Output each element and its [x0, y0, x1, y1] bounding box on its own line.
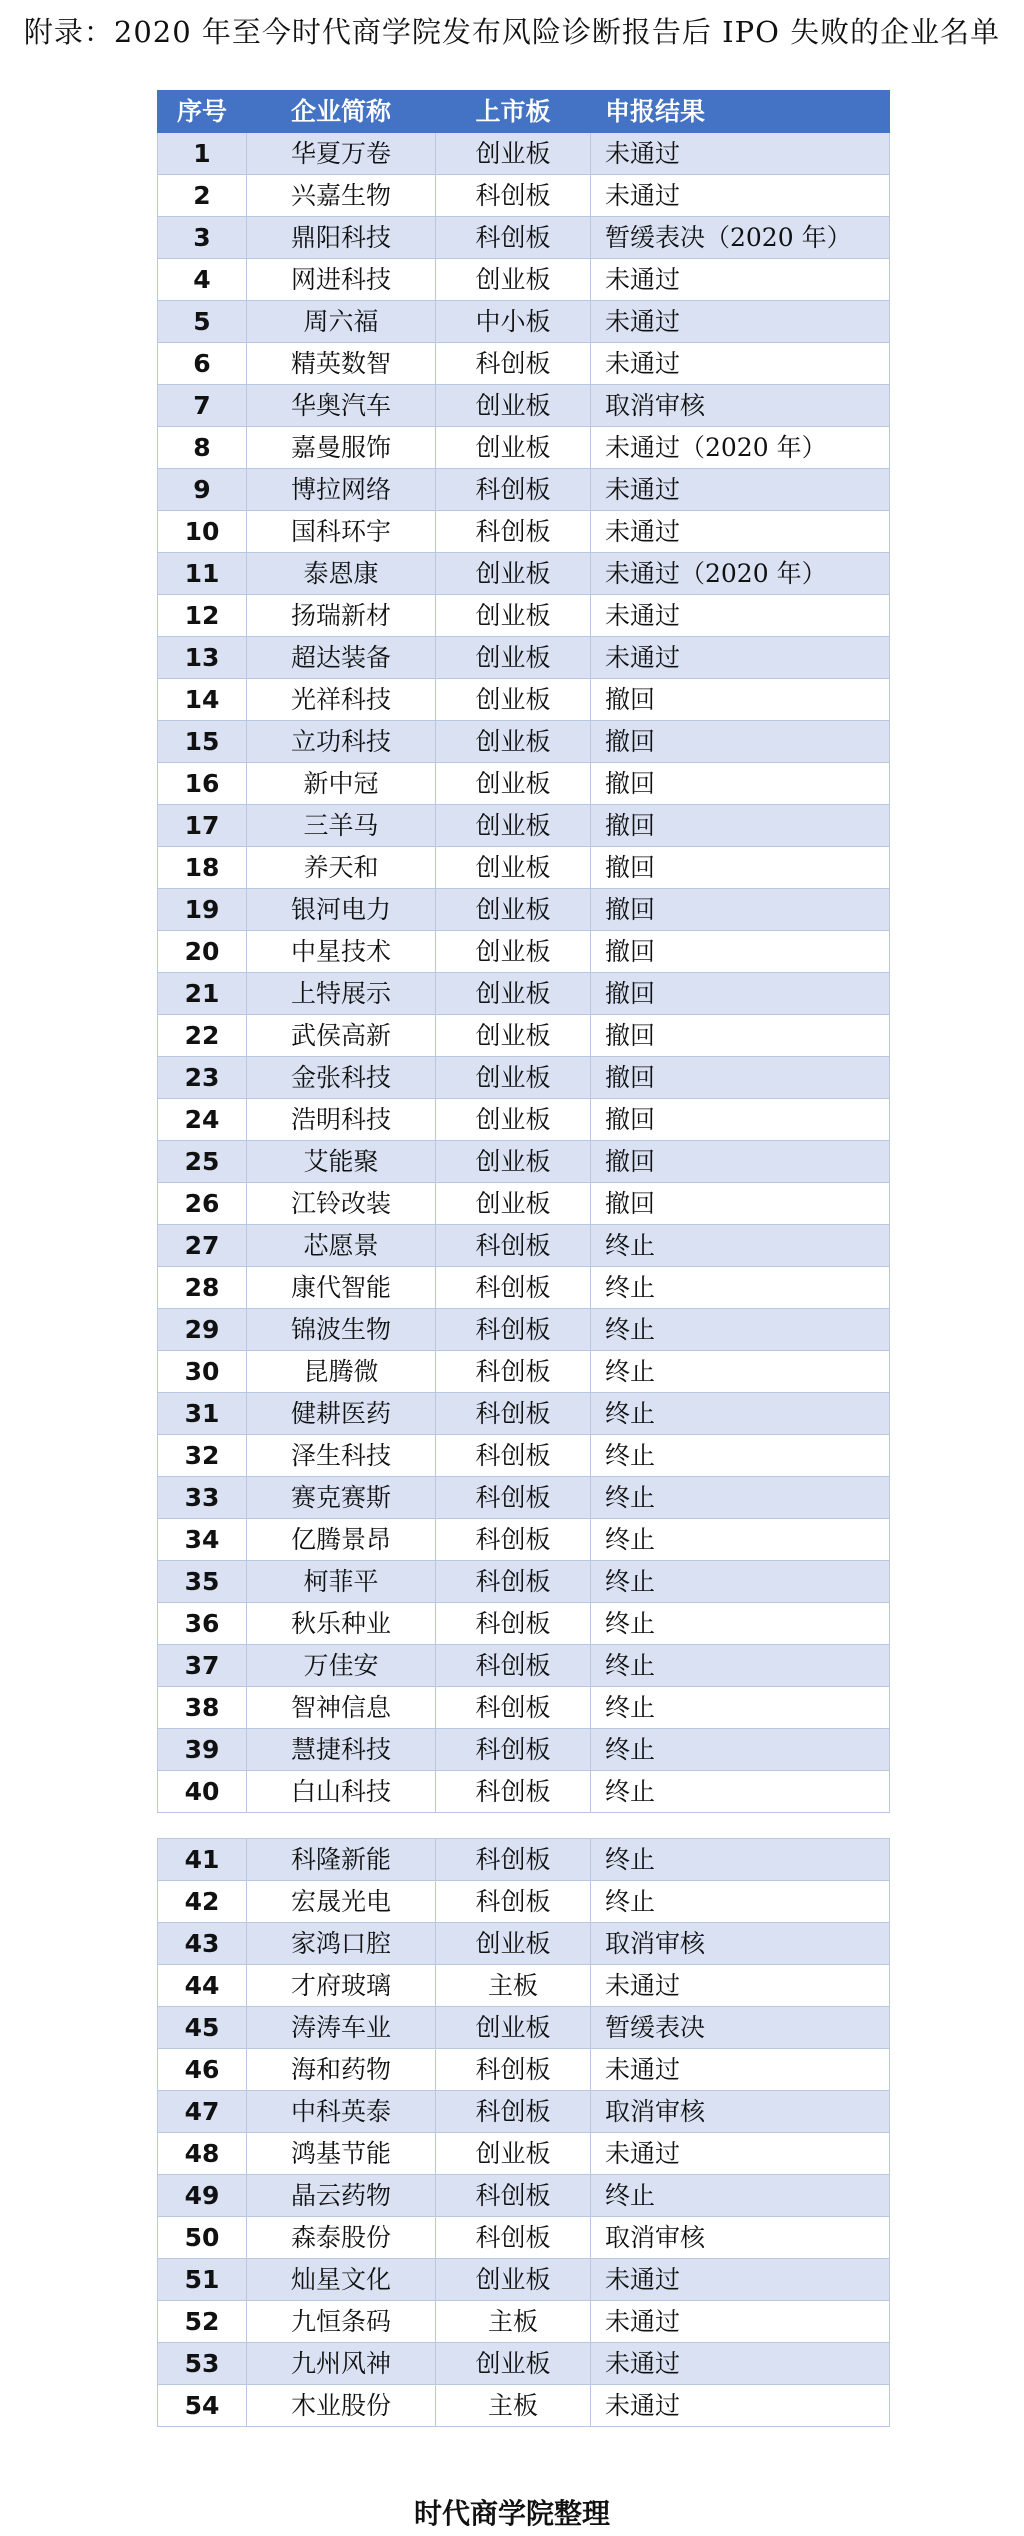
cell-company-name: 锦波生物 — [247, 1309, 436, 1351]
cell-company-name: 昆腾微 — [247, 1351, 436, 1393]
cell-result: 撤回 — [591, 931, 890, 973]
cell-board: 科创板 — [436, 1351, 591, 1393]
cell-result: 终止 — [591, 1687, 890, 1729]
table-row — [158, 427, 890, 469]
table-row — [158, 889, 890, 931]
table-row — [158, 1183, 890, 1225]
cell-board: 科创板 — [436, 1839, 591, 1881]
cell-board: 科创板 — [436, 175, 591, 217]
cell-result: 取消审核 — [591, 1923, 890, 1965]
cell-result: 未通过 — [591, 2133, 890, 2175]
header-board: 上市板 — [436, 91, 591, 133]
table-row — [158, 2301, 890, 2343]
cell-no: 3 — [158, 217, 247, 259]
cell-no: 30 — [158, 1351, 247, 1393]
cell-company-name: 精英数智 — [247, 343, 436, 385]
cell-board: 创业板 — [436, 1141, 591, 1183]
cell-board: 科创板 — [436, 1687, 591, 1729]
table-row — [158, 1923, 890, 1965]
cell-no: 31 — [158, 1393, 247, 1435]
cell-result: 终止 — [591, 1351, 890, 1393]
cell-no: 45 — [158, 2007, 247, 2049]
cell-company-name: 家鸿口腔 — [247, 1923, 436, 1965]
table-row — [158, 1645, 890, 1687]
cell-result: 未通过 — [591, 2343, 890, 2385]
cell-company-name: 涛涛车业 — [247, 2007, 436, 2049]
cell-result: 撤回 — [591, 1141, 890, 1183]
cell-no: 36 — [158, 1603, 247, 1645]
table-row — [158, 1267, 890, 1309]
cell-no: 53 — [158, 2343, 247, 2385]
cell-result: 撤回 — [591, 679, 890, 721]
cell-board: 科创板 — [436, 1729, 591, 1771]
table-row — [158, 973, 890, 1015]
cell-board: 科创板 — [436, 1477, 591, 1519]
ipo-failure-table-1 — [157, 90, 890, 1813]
cell-board: 科创板 — [436, 1309, 591, 1351]
table-row — [158, 1687, 890, 1729]
cell-board: 科创板 — [436, 1603, 591, 1645]
cell-no: 46 — [158, 2049, 247, 2091]
cell-result: 终止 — [591, 1393, 890, 1435]
cell-company-name: 国科环宇 — [247, 511, 436, 553]
header-no: 序号 — [158, 91, 247, 133]
table-row — [158, 805, 890, 847]
cell-board: 科创板 — [436, 2049, 591, 2091]
ipo-failure-table-2 — [157, 1838, 890, 2427]
table-row — [158, 721, 890, 763]
cell-company-name: 江铃改装 — [247, 1183, 436, 1225]
cell-result: 撤回 — [591, 805, 890, 847]
cell-result: 终止 — [591, 1603, 890, 1645]
cell-no: 7 — [158, 385, 247, 427]
cell-no: 19 — [158, 889, 247, 931]
cell-board: 科创板 — [436, 1225, 591, 1267]
cell-company-name: 嘉曼服饰 — [247, 427, 436, 469]
cell-result: 未通过 — [591, 469, 890, 511]
cell-company-name: 柯菲平 — [247, 1561, 436, 1603]
cell-company-name: 银河电力 — [247, 889, 436, 931]
cell-no: 11 — [158, 553, 247, 595]
cell-board: 创业板 — [436, 259, 591, 301]
cell-company-name: 周六福 — [247, 301, 436, 343]
cell-no: 49 — [158, 2175, 247, 2217]
cell-company-name: 森泰股份 — [247, 2217, 436, 2259]
cell-company-name: 超达装备 — [247, 637, 436, 679]
table-row — [158, 637, 890, 679]
cell-result: 未通过 — [591, 1965, 890, 2007]
cell-result: 终止 — [591, 1561, 890, 1603]
cell-company-name: 武侯高新 — [247, 1015, 436, 1057]
cell-board: 创业板 — [436, 595, 591, 637]
cell-board: 创业板 — [436, 1923, 591, 1965]
cell-no: 29 — [158, 1309, 247, 1351]
cell-no: 4 — [158, 259, 247, 301]
page-title: 附录：2020 年至今时代商学院发布风险诊断报告后 IPO 失败的企业名单 — [23, 15, 1001, 49]
cell-no: 28 — [158, 1267, 247, 1309]
cell-board: 创业板 — [436, 889, 591, 931]
cell-board: 创业板 — [436, 1015, 591, 1057]
cell-no: 39 — [158, 1729, 247, 1771]
table-row — [158, 2049, 890, 2091]
table-row — [158, 2217, 890, 2259]
cell-company-name: 网进科技 — [247, 259, 436, 301]
cell-company-name: 博拉网络 — [247, 469, 436, 511]
cell-company-name: 光祥科技 — [247, 679, 436, 721]
cell-board: 科创板 — [436, 1645, 591, 1687]
cell-result: 撤回 — [591, 847, 890, 889]
table-row — [158, 175, 890, 217]
table-row — [158, 2343, 890, 2385]
cell-no: 17 — [158, 805, 247, 847]
table-row — [158, 1309, 890, 1351]
table-row — [158, 1225, 890, 1267]
cell-company-name: 立功科技 — [247, 721, 436, 763]
cell-board: 创业板 — [436, 2259, 591, 2301]
cell-result: 未通过（2020 年） — [591, 553, 890, 595]
cell-board: 科创板 — [436, 511, 591, 553]
table-row — [158, 259, 890, 301]
cell-company-name: 宏晟光电 — [247, 1881, 436, 1923]
cell-company-name: 新中冠 — [247, 763, 436, 805]
cell-board: 中小板 — [436, 301, 591, 343]
cell-company-name: 智神信息 — [247, 1687, 436, 1729]
cell-no: 22 — [158, 1015, 247, 1057]
cell-board: 创业板 — [436, 805, 591, 847]
cell-result: 未通过 — [591, 133, 890, 175]
cell-result: 终止 — [591, 1645, 890, 1687]
table-row — [158, 847, 890, 889]
cell-no: 21 — [158, 973, 247, 1015]
table-row — [158, 679, 890, 721]
cell-board: 创业板 — [436, 1183, 591, 1225]
cell-company-name: 晶云药物 — [247, 2175, 436, 2217]
cell-company-name: 万佳安 — [247, 1645, 436, 1687]
table-row — [158, 301, 890, 343]
table-row — [158, 511, 890, 553]
cell-result: 未通过（2020 年） — [591, 427, 890, 469]
cell-company-name: 才府玻璃 — [247, 1965, 436, 2007]
table-row — [158, 2091, 890, 2133]
table-row — [158, 2133, 890, 2175]
cell-board: 创业板 — [436, 133, 591, 175]
cell-result: 未通过 — [591, 595, 890, 637]
cell-board: 创业板 — [436, 385, 591, 427]
table-row — [158, 763, 890, 805]
cell-no: 52 — [158, 2301, 247, 2343]
cell-board: 科创板 — [436, 1267, 591, 1309]
cell-company-name: 中星技术 — [247, 931, 436, 973]
cell-result: 未通过 — [591, 2259, 890, 2301]
cell-result: 取消审核 — [591, 385, 890, 427]
cell-result: 未通过 — [591, 637, 890, 679]
cell-board: 科创板 — [436, 1393, 591, 1435]
table-row — [158, 1057, 890, 1099]
cell-company-name: 赛克赛斯 — [247, 1477, 436, 1519]
cell-company-name: 艾能聚 — [247, 1141, 436, 1183]
cell-no: 42 — [158, 1881, 247, 1923]
cell-result: 未通过 — [591, 2385, 890, 2427]
cell-board: 创业板 — [436, 2133, 591, 2175]
cell-no: 32 — [158, 1435, 247, 1477]
cell-company-name: 上特展示 — [247, 973, 436, 1015]
table-row — [158, 2175, 890, 2217]
cell-result: 暂缓表决（2020 年） — [591, 217, 890, 259]
table-row — [158, 1771, 890, 1813]
cell-company-name: 秋乐种业 — [247, 1603, 436, 1645]
cell-board: 科创板 — [436, 2175, 591, 2217]
cell-board: 创业板 — [436, 2007, 591, 2049]
cell-company-name: 浩明科技 — [247, 1099, 436, 1141]
cell-no: 8 — [158, 427, 247, 469]
cell-company-name: 科隆新能 — [247, 1839, 436, 1881]
cell-company-name: 鸿基节能 — [247, 2133, 436, 2175]
cell-no: 41 — [158, 1839, 247, 1881]
table-row — [158, 1881, 890, 1923]
cell-board: 创业板 — [436, 553, 591, 595]
cell-board: 科创板 — [436, 1435, 591, 1477]
cell-company-name: 鼎阳科技 — [247, 217, 436, 259]
cell-board: 创业板 — [436, 2343, 591, 2385]
table-row — [158, 343, 890, 385]
cell-result: 未通过 — [591, 343, 890, 385]
cell-board: 创业板 — [436, 1099, 591, 1141]
cell-no: 2 — [158, 175, 247, 217]
cell-no: 12 — [158, 595, 247, 637]
table-row — [158, 1099, 890, 1141]
cell-result: 终止 — [591, 1839, 890, 1881]
cell-result: 终止 — [591, 1477, 890, 1519]
cell-company-name: 金张科技 — [247, 1057, 436, 1099]
cell-no: 23 — [158, 1057, 247, 1099]
table-row — [158, 1435, 890, 1477]
cell-board: 创业板 — [436, 931, 591, 973]
cell-company-name: 兴嘉生物 — [247, 175, 436, 217]
cell-company-name: 亿腾景昂 — [247, 1519, 436, 1561]
table-row — [158, 2259, 890, 2301]
cell-company-name: 健耕医药 — [247, 1393, 436, 1435]
cell-result: 终止 — [591, 1771, 890, 1813]
cell-result: 未通过 — [591, 511, 890, 553]
cell-company-name: 九州风神 — [247, 2343, 436, 2385]
header-name: 企业简称 — [247, 91, 436, 133]
table-row — [158, 1477, 890, 1519]
cell-board: 科创板 — [436, 343, 591, 385]
cell-company-name: 灿星文化 — [247, 2259, 436, 2301]
cell-board: 科创板 — [436, 1561, 591, 1603]
cell-no: 34 — [158, 1519, 247, 1561]
cell-board: 科创板 — [436, 217, 591, 259]
cell-company-name: 白山科技 — [247, 1771, 436, 1813]
cell-result: 终止 — [591, 1267, 890, 1309]
cell-board: 主板 — [436, 2301, 591, 2343]
cell-no: 1 — [158, 133, 247, 175]
cell-no: 14 — [158, 679, 247, 721]
cell-board: 主板 — [436, 1965, 591, 2007]
table-row — [158, 931, 890, 973]
table-row — [158, 1393, 890, 1435]
cell-result: 终止 — [591, 1729, 890, 1771]
cell-no: 48 — [158, 2133, 247, 2175]
cell-result: 终止 — [591, 1519, 890, 1561]
cell-no: 51 — [158, 2259, 247, 2301]
table-row — [158, 133, 890, 175]
cell-company-name: 中科英泰 — [247, 2091, 436, 2133]
cell-result: 终止 — [591, 2175, 890, 2217]
cell-no: 13 — [158, 637, 247, 679]
cell-board: 创业板 — [436, 679, 591, 721]
cell-company-name: 华奥汽车 — [247, 385, 436, 427]
cell-company-name: 九恒条码 — [247, 2301, 436, 2343]
cell-board: 主板 — [436, 2385, 591, 2427]
cell-result: 撤回 — [591, 763, 890, 805]
table-row — [158, 1839, 890, 1881]
cell-result: 撤回 — [591, 1057, 890, 1099]
cell-result: 未通过 — [591, 175, 890, 217]
cell-no: 54 — [158, 2385, 247, 2427]
cell-no: 33 — [158, 1477, 247, 1519]
cell-company-name: 养天和 — [247, 847, 436, 889]
cell-result: 取消审核 — [591, 2217, 890, 2259]
table-row — [158, 1519, 890, 1561]
table-row — [158, 2385, 890, 2427]
cell-company-name: 扬瑞新材 — [247, 595, 436, 637]
cell-result: 未通过 — [591, 259, 890, 301]
cell-company-name: 三羊马 — [247, 805, 436, 847]
cell-board: 创业板 — [436, 1057, 591, 1099]
cell-no: 6 — [158, 343, 247, 385]
cell-result: 未通过 — [591, 301, 890, 343]
cell-no: 50 — [158, 2217, 247, 2259]
cell-board: 科创板 — [436, 2217, 591, 2259]
table-row — [158, 469, 890, 511]
cell-company-name: 泽生科技 — [247, 1435, 436, 1477]
cell-board: 科创板 — [436, 1519, 591, 1561]
cell-no: 20 — [158, 931, 247, 973]
cell-board: 创业板 — [436, 763, 591, 805]
cell-board: 创业板 — [436, 847, 591, 889]
cell-result: 撤回 — [591, 1099, 890, 1141]
cell-no: 38 — [158, 1687, 247, 1729]
cell-result: 未通过 — [591, 2049, 890, 2091]
cell-no: 27 — [158, 1225, 247, 1267]
cell-board: 创业板 — [436, 973, 591, 1015]
cell-no: 47 — [158, 2091, 247, 2133]
cell-result: 终止 — [591, 1881, 890, 1923]
cell-result: 终止 — [591, 1225, 890, 1267]
cell-no: 35 — [158, 1561, 247, 1603]
cell-board: 创业板 — [436, 427, 591, 469]
table-row — [158, 1603, 890, 1645]
cell-board: 创业板 — [436, 721, 591, 763]
cell-company-name: 慧捷科技 — [247, 1729, 436, 1771]
cell-result: 未通过 — [591, 2301, 890, 2343]
cell-company-name: 海和药物 — [247, 2049, 436, 2091]
cell-result: 撤回 — [591, 889, 890, 931]
header-result: 申报结果 — [591, 91, 890, 133]
cell-no: 44 — [158, 1965, 247, 2007]
table-row — [158, 217, 890, 259]
cell-board: 创业板 — [436, 637, 591, 679]
cell-no: 37 — [158, 1645, 247, 1687]
table-row — [158, 1729, 890, 1771]
cell-no: 15 — [158, 721, 247, 763]
cell-result: 撤回 — [591, 721, 890, 763]
table-row — [158, 1561, 890, 1603]
cell-result: 终止 — [591, 1309, 890, 1351]
cell-result: 取消审核 — [591, 2091, 890, 2133]
cell-result: 暂缓表决 — [591, 2007, 890, 2049]
table-row — [158, 1351, 890, 1393]
cell-no: 5 — [158, 301, 247, 343]
cell-no: 24 — [158, 1099, 247, 1141]
cell-no: 18 — [158, 847, 247, 889]
cell-board: 科创板 — [436, 1771, 591, 1813]
cell-result: 撤回 — [591, 1015, 890, 1057]
cell-result: 终止 — [591, 1435, 890, 1477]
cell-board: 科创板 — [436, 469, 591, 511]
cell-company-name: 泰恩康 — [247, 553, 436, 595]
cell-company-name: 华夏万卷 — [247, 133, 436, 175]
table-row — [158, 385, 890, 427]
table-row — [158, 2007, 890, 2049]
cell-no: 16 — [158, 763, 247, 805]
cell-no: 10 — [158, 511, 247, 553]
table-row — [158, 1141, 890, 1183]
cell-result: 撤回 — [591, 1183, 890, 1225]
cell-company-name: 芯愿景 — [247, 1225, 436, 1267]
cell-no: 25 — [158, 1141, 247, 1183]
table-header-row — [158, 91, 890, 133]
cell-no: 9 — [158, 469, 247, 511]
cell-no: 43 — [158, 1923, 247, 1965]
cell-board: 科创板 — [436, 1881, 591, 1923]
cell-result: 撤回 — [591, 973, 890, 1015]
cell-no: 40 — [158, 1771, 247, 1813]
table-row — [158, 595, 890, 637]
table-row — [158, 1965, 890, 2007]
cell-company-name: 木业股份 — [247, 2385, 436, 2427]
table-row — [158, 553, 890, 595]
cell-no: 26 — [158, 1183, 247, 1225]
source-note: 时代商学院整理 — [413, 2497, 610, 2530]
table-row — [158, 1015, 890, 1057]
cell-board: 科创板 — [436, 2091, 591, 2133]
cell-company-name: 康代智能 — [247, 1267, 436, 1309]
